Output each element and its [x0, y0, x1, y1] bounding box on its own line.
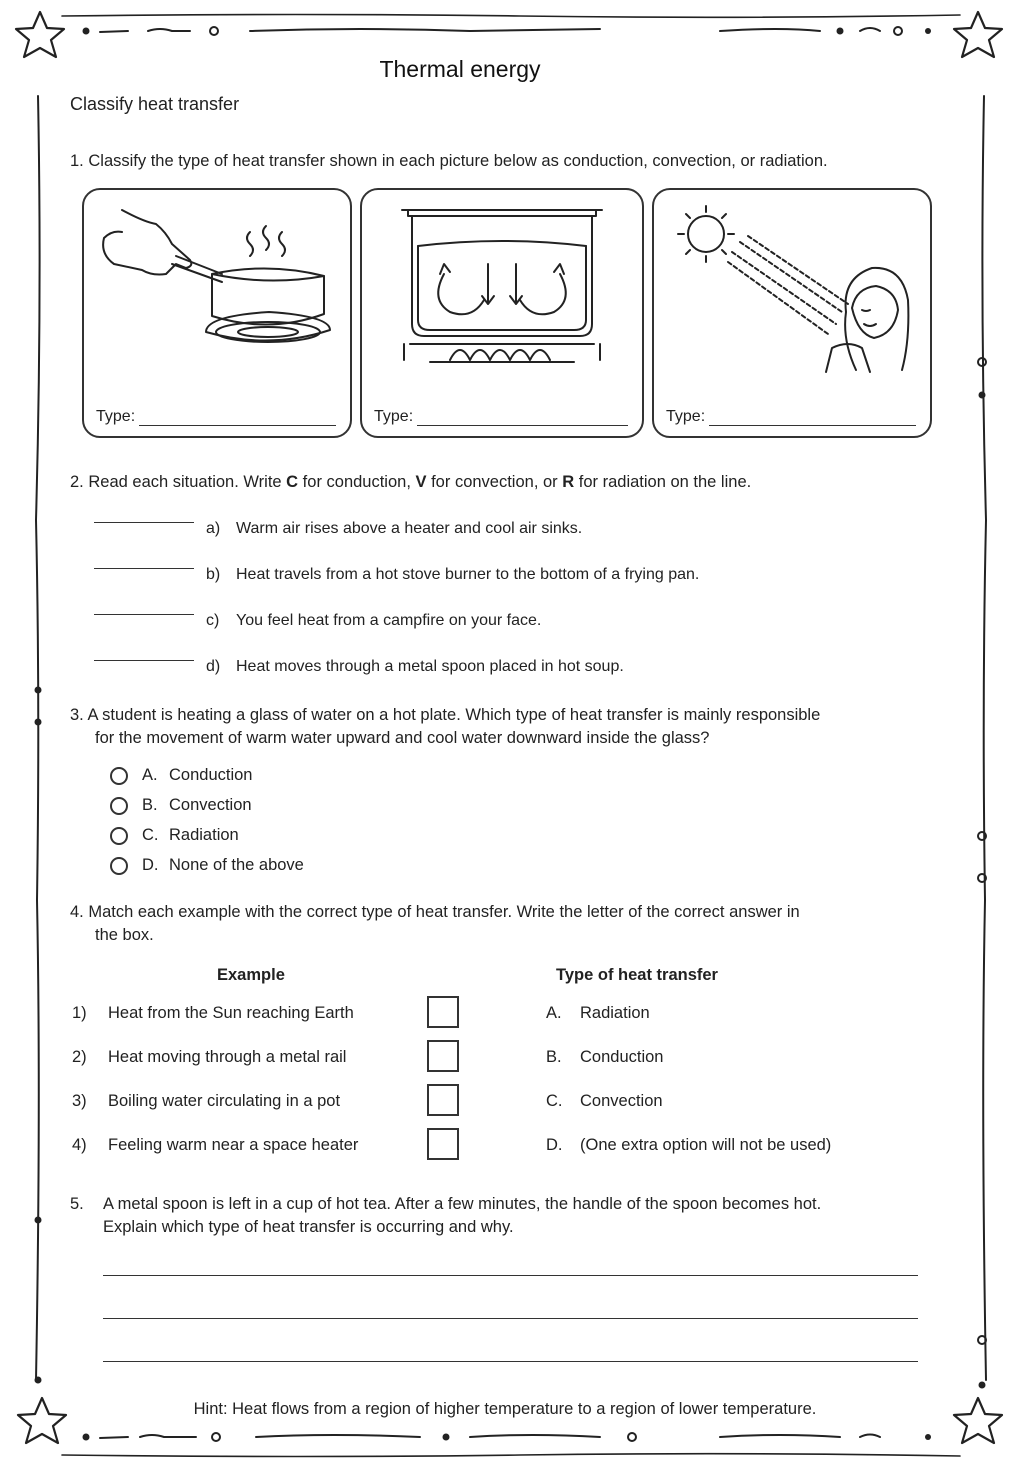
question-4: 4. Match each example with the correct type of heat transfer. Write the letter of the correct answer in the box. [70, 903, 800, 944]
radio-button[interactable] [110, 857, 128, 875]
writing-line-2[interactable] [103, 1318, 918, 1319]
question-1 [70, 150, 828, 173]
hint-text: Hint: Heat flows from a region of higher temperature to a region of lower temperature. [193, 1400, 817, 1418]
situation-b: b) Heat travels from a hot stove burner to the bottom of a frying pan. [206, 566, 700, 583]
sun-and-girl-icon [666, 200, 918, 380]
question-number: 3. [70, 706, 84, 724]
situation-d: d) Heat moves through a metal spoon placed in hot soup. [206, 658, 624, 675]
example-row-1: 1) Heat from the Sun reaching Earth [72, 1004, 354, 1022]
boiling-pot-icon [390, 204, 614, 374]
question-number: 5. [70, 1195, 84, 1213]
type-answer-row [666, 408, 916, 426]
radio-button[interactable] [110, 797, 128, 815]
panel-convection-picture [360, 188, 644, 438]
radio-button[interactable] [110, 767, 128, 785]
answer-blank-d[interactable] [94, 660, 194, 661]
writing-line-1[interactable] [103, 1275, 918, 1276]
type-column-header: Type of heat transfer [556, 966, 718, 984]
type-label: Type: [666, 408, 706, 425]
pan-on-stove-icon [94, 204, 338, 374]
answer-blank-a[interactable] [94, 522, 194, 523]
question-number: 2. [70, 473, 84, 491]
answer-blank-c[interactable] [94, 614, 194, 615]
radio-button[interactable] [110, 827, 128, 845]
question-3: 3. A student is heating a glass of water on a hot plate. Which type of heat transfer is mainly responsible for the movement of warm water upward and cool water downward inside the glass? [70, 706, 821, 747]
type-answer-line[interactable] [139, 409, 336, 426]
type-answer-row [96, 408, 336, 426]
option-a[interactable]: A. Conduction [110, 766, 252, 785]
question-number: 4. [70, 903, 84, 921]
writing-line-3[interactable] [103, 1361, 918, 1362]
question-2 [70, 471, 751, 494]
type-label: Type: [96, 408, 136, 425]
type-answer-line[interactable] [417, 409, 628, 426]
type-option-c: C. Convection [546, 1092, 663, 1110]
question-5: 5. A metal spoon is left in a cup of hot tea. After a few minutes, the handle of the spoon becomes hot. Explain which type of heat transfer is occurring and why. [70, 1195, 822, 1236]
question-number: 1. [70, 152, 84, 170]
answer-box-1[interactable] [427, 996, 459, 1028]
option-b[interactable]: B. Convection [110, 796, 252, 815]
answer-box-3[interactable] [427, 1084, 459, 1116]
question-text: Read each situation. Write C for conduction, V for convection, or R for radiation on the line. [88, 473, 752, 491]
answer-box-2[interactable] [427, 1040, 459, 1072]
panel-conduction-picture [82, 188, 352, 438]
situation-c: c) You feel heat from a campfire on your face. [206, 612, 542, 629]
page-title: Thermal energy [379, 56, 541, 82]
panel-radiation-picture [652, 188, 932, 438]
type-option-b: B. Conduction [546, 1048, 664, 1066]
section-subtitle: Classify heat transfer [70, 94, 240, 114]
example-row-3: 3) Boiling water circulating in a pot [72, 1092, 341, 1110]
type-label: Type: [374, 408, 414, 425]
question-text: Classify the type of heat transfer shown in each picture below as conduction, convection, or radiation. [88, 152, 828, 170]
type-answer-line[interactable] [709, 409, 916, 426]
type-option-d: D. (One extra option will not be used) [546, 1136, 832, 1154]
example-row-4: 4) Feeling warm near a space heater [72, 1136, 359, 1154]
answer-blank-b[interactable] [94, 568, 194, 569]
situation-a: a) Warm air rises above a heater and cool air sinks. [206, 520, 583, 537]
type-answer-row [374, 408, 628, 426]
option-c[interactable]: C. Radiation [110, 826, 239, 845]
option-d[interactable]: D. None of the above [110, 856, 304, 875]
example-row-2: 2) Heat moving through a metal rail [72, 1048, 347, 1066]
type-option-a: A. Radiation [546, 1004, 650, 1022]
example-column-header: Example [217, 966, 285, 984]
answer-box-4[interactable] [427, 1128, 459, 1160]
